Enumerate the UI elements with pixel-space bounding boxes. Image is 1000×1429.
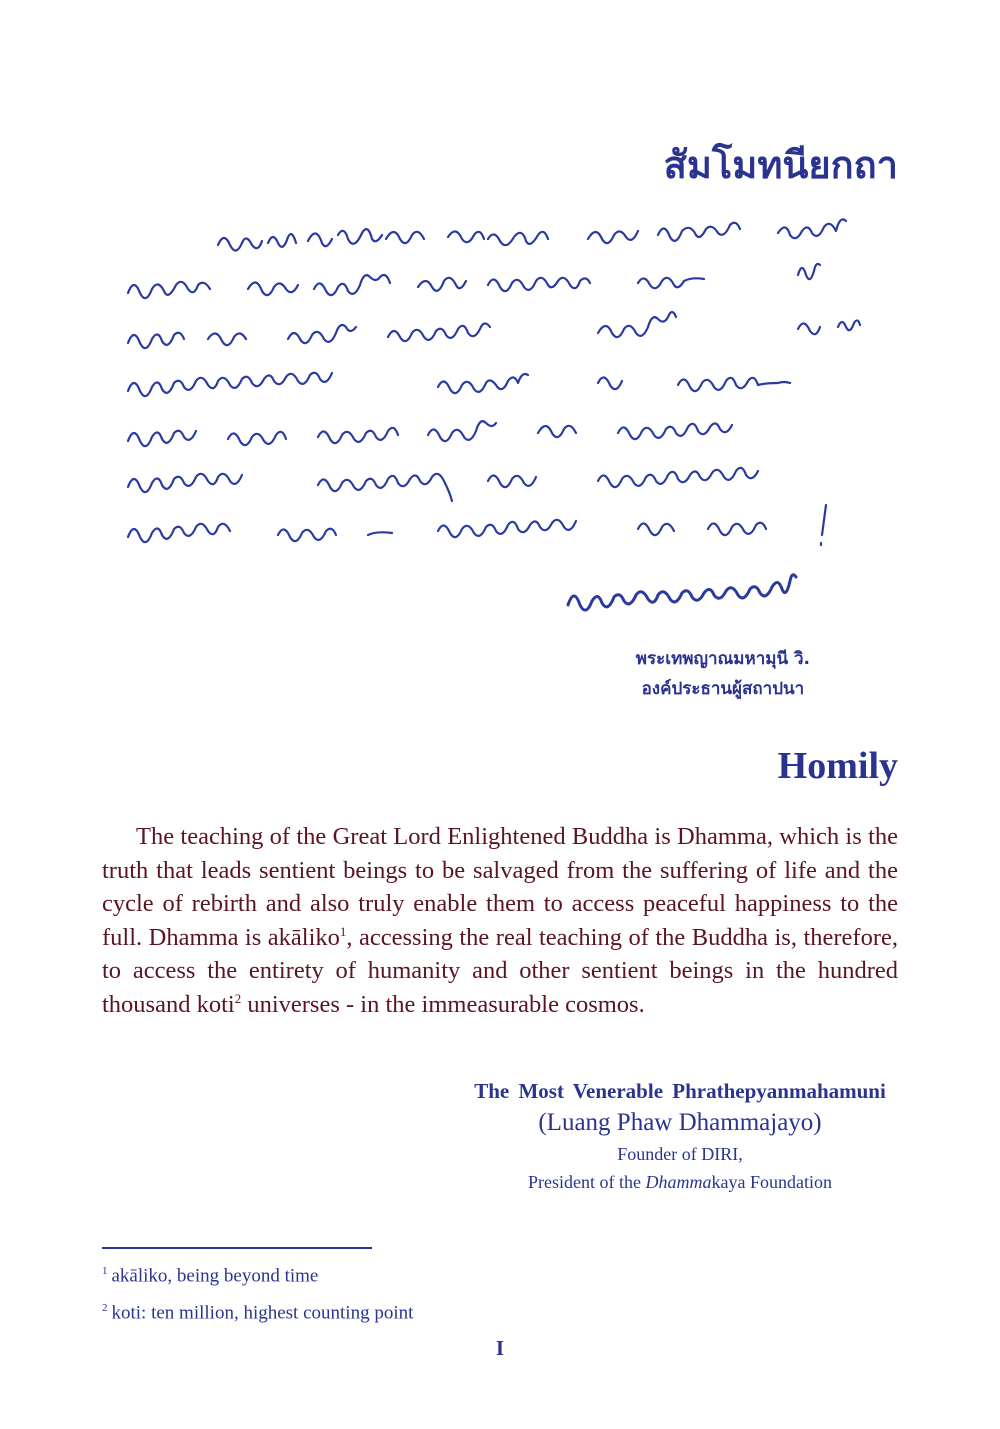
footnote-ref-2: 2 <box>234 990 242 1006</box>
footnote-ref-1: 1 <box>339 923 347 939</box>
page-number: I <box>495 1336 505 1360</box>
footnotes <box>102 1255 413 1330</box>
thai-signature-block <box>636 644 810 704</box>
footnote-1-text: akāliko, being beyond time <box>111 1265 319 1287</box>
signatory-role-1: Founder of DIRI, <box>617 1144 743 1164</box>
thai-signatory-name: พระเทพญาณมหามุนี วิ. <box>635 649 810 669</box>
body-part-2: , accessing the real teaching of the Buddha is, therefore, to access the entirety of humanity and other sentient beings in the hundred thousand koti <box>102 923 898 1018</box>
footnote-2-mark: 2 <box>102 1302 108 1315</box>
footnote-1-mark: 1 <box>102 1265 108 1277</box>
role2-italic: Dhamma <box>645 1172 712 1192</box>
footnote-divider <box>102 1247 372 1249</box>
thai-signatory-position: องค์ประธานผู้สถาปนา <box>641 679 805 699</box>
handwritten-thai-note <box>118 205 908 645</box>
english-signature-block <box>400 1076 960 1196</box>
footnote-2-text: koti: ten million, highest counting point <box>111 1302 414 1324</box>
role2-suffix: kaya Foundation <box>711 1172 832 1192</box>
signatory-name: The Most Venerable Phrathepyanmahamuni <box>474 1079 886 1103</box>
footnote-1 <box>102 1255 413 1292</box>
role2-prefix: President of the <box>528 1172 646 1192</box>
signatory-role-2 <box>400 1168 960 1196</box>
homily-paragraph <box>102 820 898 1022</box>
signatory-alt-name: (Luang Phaw Dhammajayo) <box>538 1109 822 1136</box>
thai-title: สัมโมทนียกถา <box>663 143 898 187</box>
handwritten-thai-note-icon <box>118 205 908 645</box>
body-part-1: The teaching of the Great Lord Enlightened Buddha is Dhamma, which is the truth that leads sentient beings to be salvaged from the suffering of life and the cycle of rebirth and also truly enable them to access peaceful happiness to the full. Dhamma is akāliko <box>102 823 898 951</box>
footnote-2 <box>102 1292 413 1329</box>
body-part-3: universes - in the immeasurable cosmos. <box>241 990 645 1018</box>
english-title: Homily <box>777 745 898 787</box>
